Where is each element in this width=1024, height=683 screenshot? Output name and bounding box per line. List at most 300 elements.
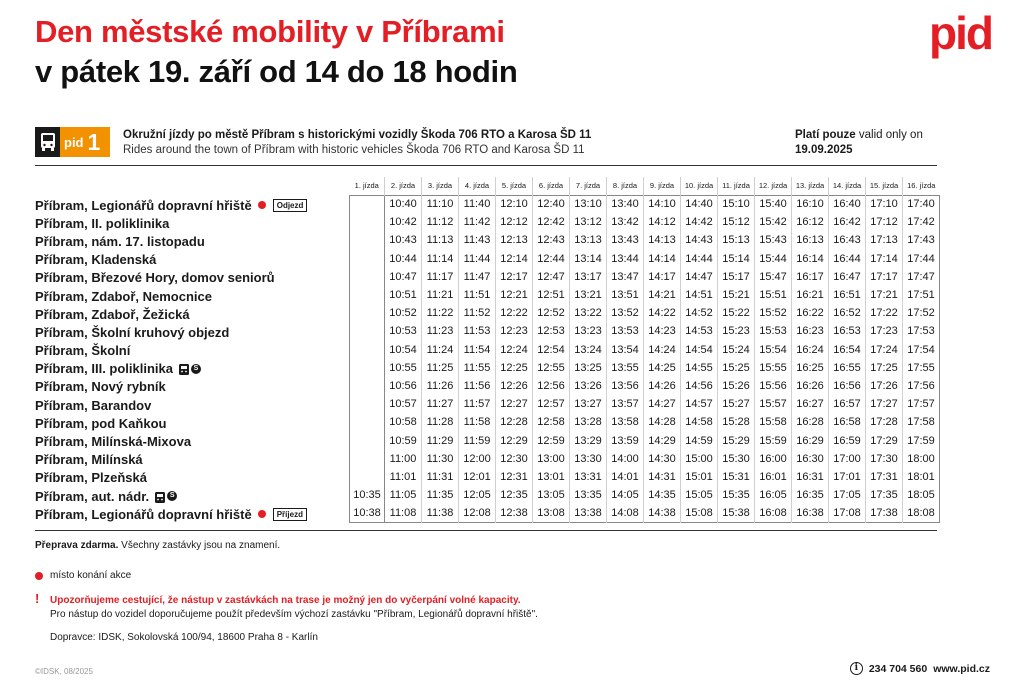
table-row (350, 286, 940, 304)
departure-time: 17:22 (866, 304, 903, 322)
departure-time: 17:13 (866, 231, 903, 249)
departure-time: 14:30 (644, 450, 681, 468)
event-location-dot-icon (35, 572, 43, 580)
departure-time: 14:54 (681, 341, 718, 359)
info-icon: i (850, 662, 863, 675)
departure-time: 14:53 (681, 322, 718, 340)
departure-time: 15:53 (755, 322, 792, 340)
free-transport-text: Všechny zastávky jsou na znamení. (121, 540, 281, 551)
stop-name: Příbram, II. poliklinika (35, 215, 170, 231)
stop-row (35, 287, 307, 305)
divider-bottom (35, 530, 937, 531)
pid-logo: pid (929, 7, 992, 59)
departure-time (350, 395, 385, 413)
departure-time: 10:44 (385, 250, 422, 268)
departure-time: 14:58 (681, 413, 718, 431)
departure-time: 17:00 (829, 450, 866, 468)
stop-name: Příbram, Školní kruhový objezd (35, 324, 230, 340)
warning-text: Upozorňujeme cestující, že nástup v zastávkách na trase je možný jen do vyčerpání volné kapacity. (50, 595, 521, 606)
table-row (350, 504, 940, 522)
line-number: 1 (87, 128, 101, 155)
departure-time: 16:51 (829, 286, 866, 304)
stop-name: Příbram, Barandov (35, 397, 152, 413)
departure-time: 14:17 (644, 268, 681, 286)
departure-time (350, 413, 385, 431)
departure-time: 17:21 (866, 286, 903, 304)
departure-time: 13:24 (570, 341, 607, 359)
departure-time: 13:55 (607, 359, 644, 377)
departure-time: 17:27 (866, 395, 903, 413)
departure-time: 16:27 (792, 395, 829, 413)
description-cz: Okružní jízdy po městě Příbram s historickými vozidly Škoda 706 RTO a Karosa ŠD 11 (123, 129, 592, 141)
website-link[interactable]: www.pid.cz (933, 662, 990, 675)
stop-row (35, 269, 307, 287)
departure-time (350, 268, 385, 286)
departure-time: 14:29 (644, 431, 681, 449)
departure-time: 13:59 (607, 431, 644, 449)
departure-time: 15:13 (718, 231, 755, 249)
departure-time: 12:26 (496, 377, 533, 395)
departure-time: 15:17 (718, 268, 755, 286)
departure-time: 18:00 (903, 450, 940, 468)
trip-header: 11. jízda (718, 177, 755, 195)
departure-time: 13:58 (607, 413, 644, 431)
stop-name: Příbram, Březové Hory, domov seniorů (35, 270, 275, 286)
departure-time: 17:42 (903, 213, 940, 231)
departure-time: 17:47 (903, 268, 940, 286)
stop-row (35, 469, 307, 487)
departure-time: 13:43 (607, 231, 644, 249)
departure-time: 15:05 (681, 486, 718, 504)
departure-time: 14:31 (644, 468, 681, 486)
departure-time (350, 213, 385, 231)
departure-time: 16:54 (829, 341, 866, 359)
departure-time: 13:01 (533, 468, 570, 486)
departure-time: 13:38 (570, 504, 607, 522)
trip-header: 1. jízda (354, 181, 379, 191)
departure-time: 15:38 (718, 504, 755, 522)
departure-time: 12:51 (533, 286, 570, 304)
departure-time: 14:23 (644, 322, 681, 340)
departure-time: 17:26 (866, 377, 903, 395)
departure-time (350, 231, 385, 249)
departure-time: 15:47 (755, 268, 792, 286)
departure-time: 16:26 (792, 377, 829, 395)
departure-time: 14:22 (644, 304, 681, 322)
stop-row (35, 451, 307, 469)
departure-time: 14:12 (644, 213, 681, 231)
departure-time: 11:26 (422, 377, 459, 395)
departure-time: 12:43 (533, 231, 570, 249)
departure-time: 11:23 (422, 322, 459, 340)
departure-time: 11:43 (459, 231, 496, 249)
departure-time (350, 377, 385, 395)
departure-time: 12:24 (496, 341, 533, 359)
departure-time: 17:54 (903, 341, 940, 359)
operator-info: Dopravce: IDSK, Sokolovská 100/94, 18600 Praha 8 - Karlín (50, 632, 318, 643)
departure-time: 14:08 (607, 504, 644, 522)
departure-time: 12:23 (496, 322, 533, 340)
departure-time: 17:05 (829, 486, 866, 504)
departure-time: 13:56 (607, 377, 644, 395)
legend-label: místo konání akce (50, 570, 132, 581)
departure-time: 11:27 (422, 395, 459, 413)
departure-time: 12:38 (496, 504, 533, 522)
departure-time: 16:40 (829, 195, 866, 213)
stop-row (35, 487, 307, 505)
departure-time: 11:51 (459, 286, 496, 304)
contact-info (850, 662, 990, 675)
departure-time: 13:12 (570, 213, 607, 231)
departure-time (350, 341, 385, 359)
departure-time: 16:21 (792, 286, 829, 304)
trip-header: 2. jízda (385, 177, 422, 195)
departure-time: 15:30 (718, 450, 755, 468)
departure-time: 13:21 (570, 286, 607, 304)
departure-time: 17:38 (866, 504, 903, 522)
trip-header: 15. jízda (866, 177, 903, 195)
departure-time: 16:43 (829, 231, 866, 249)
trip-header: 4. jízda (459, 177, 496, 195)
departure-time: 15:59 (755, 431, 792, 449)
departure-time: 10:35 (350, 486, 385, 504)
departure-time: 12:53 (533, 322, 570, 340)
departure-time: 10:56 (385, 377, 422, 395)
departure-time: 12:54 (533, 341, 570, 359)
departure-time: 14:24 (644, 341, 681, 359)
divider-top (35, 165, 937, 166)
trip-header: 14. jízda (829, 177, 866, 195)
departure-time: 17:24 (866, 341, 903, 359)
departure-time: 11:08 (385, 504, 422, 522)
departure-time: 17:40 (903, 195, 940, 213)
departure-time: 12:31 (496, 468, 533, 486)
departure-time: 10:57 (385, 395, 422, 413)
departure-time: 17:29 (866, 431, 903, 449)
departure-time: 11:12 (422, 213, 459, 231)
departure-time: 10:58 (385, 413, 422, 431)
departure-time: 17:23 (866, 322, 903, 340)
departure-time: 11:14 (422, 250, 459, 268)
departure-time: 11:42 (459, 213, 496, 231)
departure-time: 16:08 (755, 504, 792, 522)
stop-name: Příbram, Milínská-Mixova (35, 434, 192, 450)
direction-tag: Odjezd (273, 199, 308, 212)
stop-name: Příbram, III. poliklinika (35, 361, 173, 377)
departure-time: 11:28 (422, 413, 459, 431)
departure-time: 11:30 (422, 450, 459, 468)
departure-time: 16:28 (792, 413, 829, 431)
departure-time: 14:57 (681, 395, 718, 413)
departure-time: 11:52 (459, 304, 496, 322)
departure-time (350, 431, 385, 449)
departure-time: 15:10 (718, 195, 755, 213)
timetable (349, 177, 940, 523)
departure-time: 12:59 (533, 431, 570, 449)
trip-header: 13. jízda (792, 177, 829, 195)
trip-header: 6. jízda (533, 177, 570, 195)
trip-header: 3. jízda (422, 177, 459, 195)
departure-time: 15:27 (718, 395, 755, 413)
stop-row (35, 414, 307, 432)
departure-time: 10:38 (350, 504, 385, 522)
departure-time: 12:40 (533, 195, 570, 213)
table-row (350, 304, 940, 322)
stop-name: Příbram, Zdaboř, Nemocnice (35, 288, 212, 304)
departure-time: 17:35 (866, 486, 903, 504)
departure-time: 13:31 (570, 468, 607, 486)
departure-time: 13:29 (570, 431, 607, 449)
departure-time (350, 250, 385, 268)
departure-time (350, 468, 385, 486)
description-en: Rides around the town of Příbram with historic vehicles Škoda 706 RTO and Karosa ŠD 11 (123, 144, 585, 156)
event-location-dot-icon (258, 510, 266, 518)
validity-info (795, 128, 923, 158)
table-row (350, 450, 940, 468)
departure-time: 13:23 (570, 322, 607, 340)
departure-time: 16:58 (829, 413, 866, 431)
departure-time (350, 286, 385, 304)
departure-time: 17:57 (903, 395, 940, 413)
table-row (350, 250, 940, 268)
departure-time: 17:25 (866, 359, 903, 377)
stop-row (35, 196, 307, 214)
departure-time: 12:08 (459, 504, 496, 522)
departure-time: 16:17 (792, 268, 829, 286)
departure-time: 17:59 (903, 431, 940, 449)
departure-time: 16:56 (829, 377, 866, 395)
table-row (350, 377, 940, 395)
departure-time: 11:21 (422, 286, 459, 304)
departure-time: 11:10 (422, 195, 459, 213)
departure-time: 15:24 (718, 341, 755, 359)
departure-time: 16:53 (829, 322, 866, 340)
departure-time: 13:28 (570, 413, 607, 431)
departure-time (350, 195, 385, 213)
departure-time: 18:01 (903, 468, 940, 486)
departure-time: 11:56 (459, 377, 496, 395)
departure-time: 12:56 (533, 377, 570, 395)
free-transport-note (35, 540, 280, 551)
departure-time: 16:12 (792, 213, 829, 231)
table-row (350, 268, 940, 286)
departure-time: 13:40 (607, 195, 644, 213)
departure-time: 12:25 (496, 359, 533, 377)
departure-time: 15:00 (681, 450, 718, 468)
rail-s-icon: S (167, 491, 177, 501)
validity-date: 19.09.2025 (795, 144, 853, 156)
departure-time: 11:55 (459, 359, 496, 377)
departure-time: 14:27 (644, 395, 681, 413)
departure-time: 12:29 (496, 431, 533, 449)
departure-time: 14:38 (644, 504, 681, 522)
departure-time: 11:40 (459, 195, 496, 213)
departure-time: 13:26 (570, 377, 607, 395)
stop-name: Příbram, Legionářů dopravní hřiště (35, 506, 252, 522)
departure-time: 13:57 (607, 395, 644, 413)
departure-time: 10:43 (385, 231, 422, 249)
departure-time: 14:47 (681, 268, 718, 286)
departure-time: 16:59 (829, 431, 866, 449)
departure-time: 11:29 (422, 431, 459, 449)
departure-time: 13:10 (570, 195, 607, 213)
departure-time: 12:01 (459, 468, 496, 486)
departure-time: 15:57 (755, 395, 792, 413)
trip-header: 16. jízda (903, 177, 940, 195)
departure-time: 12:28 (496, 413, 533, 431)
departure-time: 17:58 (903, 413, 940, 431)
stop-row (35, 251, 307, 269)
table-row (350, 195, 940, 213)
departure-time: 11:59 (459, 431, 496, 449)
stop-name: Příbram, pod Kaňkou (35, 415, 167, 431)
departure-time: 15:08 (681, 504, 718, 522)
departure-time: 14:21 (644, 286, 681, 304)
departure-time: 12:55 (533, 359, 570, 377)
departure-time: 14:10 (644, 195, 681, 213)
departure-time: 17:53 (903, 322, 940, 340)
stop-row (35, 396, 307, 414)
departure-time: 15:51 (755, 286, 792, 304)
page-title: Den městské mobility v Příbrami (35, 14, 505, 49)
stop-row (35, 323, 307, 341)
stop-name: Příbram, Legionářů dopravní hřiště (35, 197, 252, 213)
line-brand: pid (64, 134, 84, 150)
departure-time: 16:42 (829, 213, 866, 231)
stop-name: Příbram, Zdaboř, Žežická (35, 306, 190, 322)
departure-time (350, 359, 385, 377)
departure-time: 16:57 (829, 395, 866, 413)
departure-time: 17:44 (903, 250, 940, 268)
departure-time: 15:31 (718, 468, 755, 486)
departure-time: 17:17 (866, 268, 903, 286)
stop-name: Příbram, Školní (35, 343, 131, 359)
trip-header: 10. jízda (681, 177, 718, 195)
departure-time: 15:56 (755, 377, 792, 395)
departure-time: 11:58 (459, 413, 496, 431)
departure-time: 15:21 (718, 286, 755, 304)
departure-time: 16:47 (829, 268, 866, 286)
departure-time: 13:00 (533, 450, 570, 468)
table-row (350, 468, 940, 486)
departure-time: 14:13 (644, 231, 681, 249)
departure-time: 15:25 (718, 359, 755, 377)
departure-time: 13:25 (570, 359, 607, 377)
departure-time: 14:01 (607, 468, 644, 486)
stop-name: Příbram, Kladenská (35, 252, 157, 268)
departure-time: 13:17 (570, 268, 607, 286)
departure-time: 16:44 (829, 250, 866, 268)
departure-time: 14:52 (681, 304, 718, 322)
stop-row (35, 360, 307, 378)
departure-time: 17:52 (903, 304, 940, 322)
trip-header: 12. jízda (755, 177, 792, 195)
departure-time: 11:13 (422, 231, 459, 249)
stop-row (35, 505, 307, 523)
departure-time: 14:42 (681, 213, 718, 231)
stop-name: Příbram, Nový rybník (35, 379, 166, 395)
legend (35, 570, 131, 581)
direction-tag: Příjezd (273, 508, 307, 521)
departure-time: 17:43 (903, 231, 940, 249)
train-icon (179, 363, 189, 374)
stop-name: Příbram, aut. nádr. (35, 488, 150, 504)
departure-time: 11:53 (459, 322, 496, 340)
stop-row (35, 378, 307, 396)
capacity-warning (35, 591, 538, 622)
departure-time: 16:24 (792, 341, 829, 359)
departure-time: 17:30 (866, 450, 903, 468)
table-row (350, 213, 940, 231)
departure-time: 15:26 (718, 377, 755, 395)
departure-time: 11:17 (422, 268, 459, 286)
departure-time: 17:08 (829, 504, 866, 522)
departure-time: 14:59 (681, 431, 718, 449)
departure-time: 17:10 (866, 195, 903, 213)
table-row (350, 431, 940, 449)
departure-time: 11:57 (459, 395, 496, 413)
departure-time: 15:44 (755, 250, 792, 268)
departure-time: 17:31 (866, 468, 903, 486)
departure-time: 15:55 (755, 359, 792, 377)
departure-time: 13:47 (607, 268, 644, 286)
table-row (350, 359, 940, 377)
departure-time: 12:42 (533, 213, 570, 231)
departure-time: 13:05 (533, 486, 570, 504)
departure-time: 14:14 (644, 250, 681, 268)
departure-time: 10:55 (385, 359, 422, 377)
departure-time: 11:00 (385, 450, 422, 468)
trip-header: 9. jízda (644, 177, 681, 195)
departure-time: 16:22 (792, 304, 829, 322)
line-number-badge (60, 127, 110, 157)
departure-time: 15:29 (718, 431, 755, 449)
departure-time: 14:35 (644, 486, 681, 504)
departure-time: 10:54 (385, 341, 422, 359)
departure-time: 13:27 (570, 395, 607, 413)
departure-time: 16:25 (792, 359, 829, 377)
trip-header-row (350, 177, 940, 195)
departure-time: 11:31 (422, 468, 459, 486)
validity-label-en: valid only on (858, 129, 923, 141)
departure-time: 12:17 (496, 268, 533, 286)
line-badge (35, 127, 110, 157)
departure-time: 12:30 (496, 450, 533, 468)
trip-header: 8. jízda (607, 177, 644, 195)
departure-time: 12:52 (533, 304, 570, 322)
departure-time: 12:47 (533, 268, 570, 286)
departure-time: 14:00 (607, 450, 644, 468)
departure-time: 16:05 (755, 486, 792, 504)
stop-row (35, 305, 307, 323)
departure-time: 13:52 (607, 304, 644, 322)
stop-list (35, 196, 307, 523)
departure-time: 13:54 (607, 341, 644, 359)
departure-time: 12:00 (459, 450, 496, 468)
stop-row (35, 232, 307, 250)
departure-time: 14:40 (681, 195, 718, 213)
trip-header: 7. jízda (570, 177, 607, 195)
departure-time: 16:35 (792, 486, 829, 504)
table-row (350, 486, 940, 504)
departure-time: 15:58 (755, 413, 792, 431)
departure-time: 13:22 (570, 304, 607, 322)
departure-time: 17:12 (866, 213, 903, 231)
departure-time: 13:35 (570, 486, 607, 504)
departure-time: 15:52 (755, 304, 792, 322)
departure-time: 12:14 (496, 250, 533, 268)
departure-time: 17:51 (903, 286, 940, 304)
